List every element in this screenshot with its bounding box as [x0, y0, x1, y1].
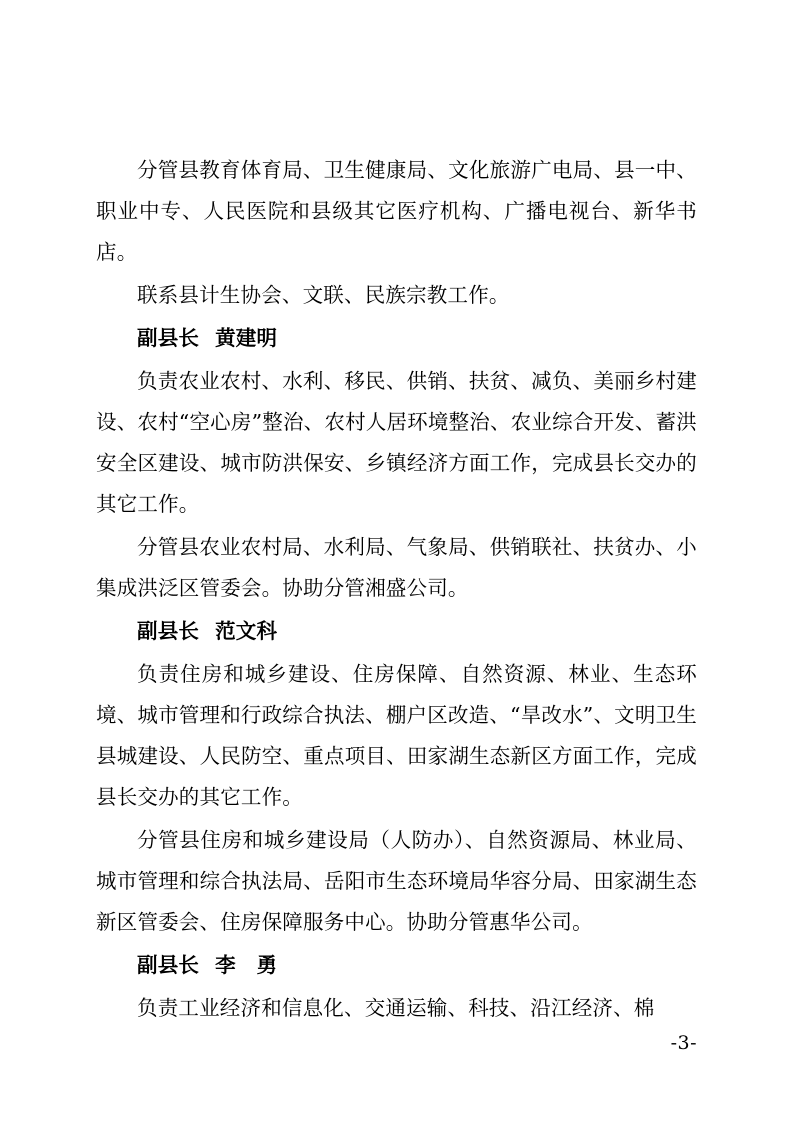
paragraph: 联系县计生协会、文联、民族宗教工作。: [137, 283, 510, 307]
paragraph: 分管县教育体育局、卫生健康局、文化旅游广电局、县一中、职业中专、人民医院和县级其它医疗机构、广播电视台、新华书店。: [96, 158, 697, 264]
paragraph: 负责住房和城乡建设、住房保障、自然资源、林业、生态环境、城市管理和行政综合执法、棚户区改造、“旱改水”、文明卫生县城建设、人民防空、重点项目、田家湖生态新区方面工作，完成县长交办的其它工作。: [96, 662, 697, 809]
section-heading: [96, 945, 697, 986]
paragraph: 负责工业经济和信息化、交通运输、科技、沿江经济、棉: [137, 996, 655, 1020]
heading-name: 李 勇: [215, 953, 278, 977]
heading-name: 范文科: [215, 619, 278, 643]
section-heading: [96, 611, 697, 652]
section-heading: [96, 318, 697, 359]
paragraph: 分管县农业农村局、水利局、气象局、供销联社、扶贫办、小集成洪泛区管委会。协助分管湘盛公司。: [96, 535, 697, 600]
heading-title: 副县长: [137, 953, 200, 977]
heading-title: 副县长: [137, 326, 200, 350]
heading-title: 副县长: [137, 619, 200, 643]
heading-name: 黄建明: [215, 326, 278, 350]
document-body: [96, 150, 697, 1029]
paragraph: 分管县住房和城乡建设局（人防办）、自然资源局、林业局、城市管理和综合执法局、岳阳市生态环境局华容分局、田家湖生态新区管委会、住房保障服务中心。协助分管惠华公司。: [96, 828, 697, 934]
paragraph: 负责农业农村、水利、移民、供销、扶贫、减负、美丽乡村建设、农村“空心房”整治、农村人居环境整治、农业综合开发、蓄洪安全区建设、城市防洪保安、乡镇经济方面工作，完成县长交办的其它工作。: [96, 369, 697, 516]
page-number: -3-: [670, 1032, 697, 1054]
